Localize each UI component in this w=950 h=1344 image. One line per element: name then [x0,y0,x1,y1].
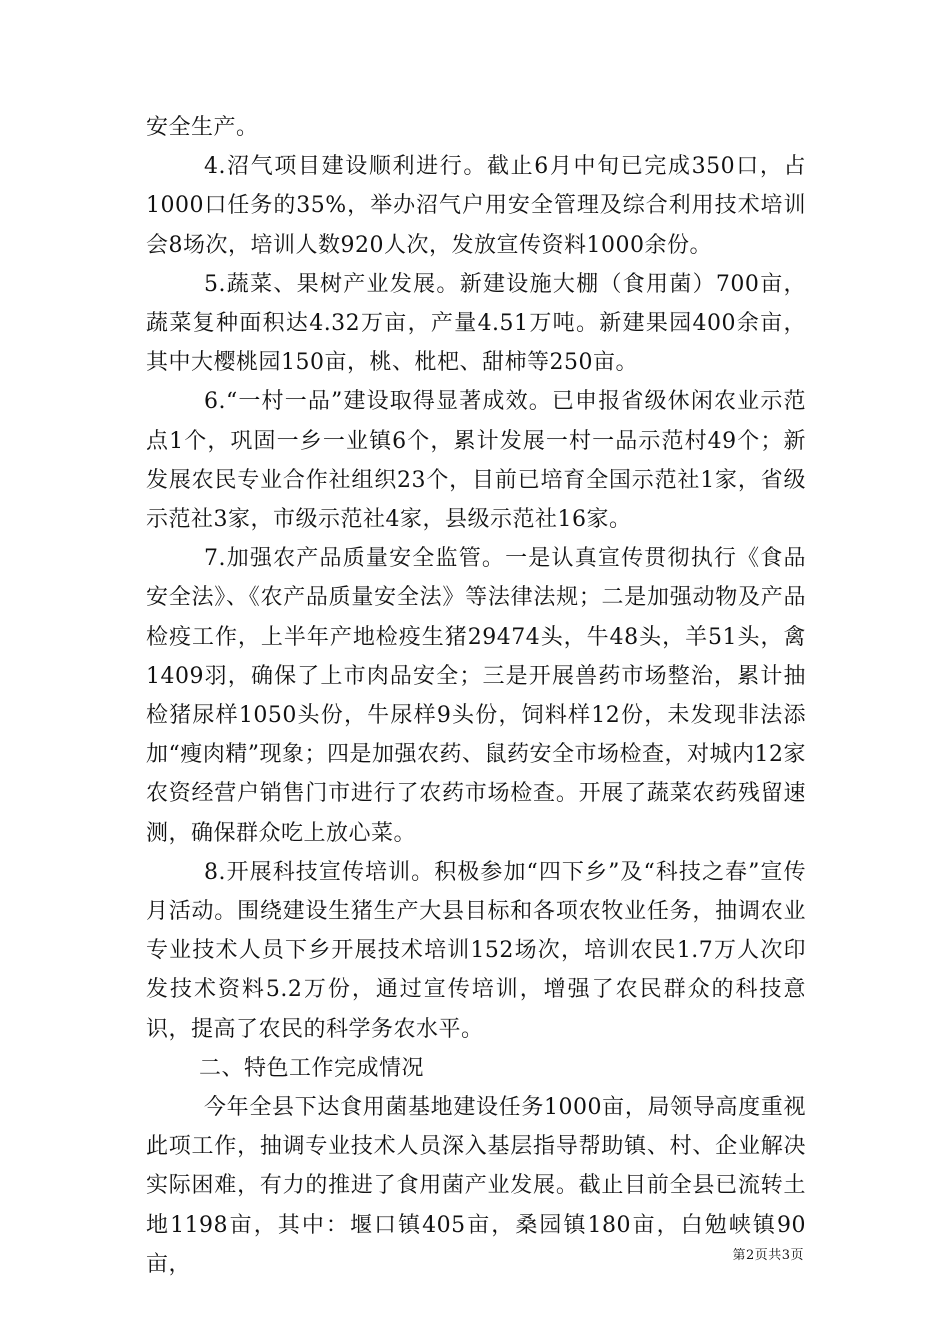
paragraph-continuation: 安全生产。 [146,115,259,140]
paragraph-item-7: 7.加强农产品质量安全监管。一是认真宣传贯彻执行《食品安全法》、《农产品质量安全法》等法律法规；二是加强动物及产品检疫工作，上半年产地检疫生猪29474头，牛48头，羊51头，禽1409羽，确保了上市肉品安全；三是开展兽药市场整治，累计抽检猪尿样1050头份，牛尿样9头份，饲料样12份，未发现非法添加“瘦肉精”现象；四是加强农药、鼠药安全市场检查，对城内12家农资经营户销售门市进行了农药市场检查。开展了蔬菜农药残留速测，确保群众吃上放心菜。 [146,546,806,846]
page-number-footer: 第2页共3页 [732,1248,804,1263]
document-body [146,108,806,1284]
paragraph-special-work: 今年全县下达食用菌基地建设任务1000亩，局领导高度重视此项工作，抽调专业技术人员深入基层指导帮助镇、村、企业解决实际困难，有力的推进了食用菌产业发展。截止目前全县已流转土地1198亩，其中：堰口镇405亩，桑园镇180亩，白勉峡镇90亩， [146,1095,806,1277]
paragraph-item-5: 5.蔬菜、果树产业发展。新建设施大棚（食用菌）700亩，蔬菜复种面积达4.32万亩，产量4.51万吨。新建果园400余亩，其中大樱桃园150亩，桃、枇杷、甜柿等250亩。 [146,271,806,376]
paragraph-item-8: 8.开展科技宣传培训。积极参加“四下乡”及“科技之春”宣传月活动。围绕建设生猪生产大县目标和各项农牧业任务，抽调农业专业技术人员下乡开展技术培训152场次，培训农民1.7万人次印发技术资料5.2万份，通过宣传培训，增强了农民群众的科技意识，提高了农民的科学务农水平。 [146,859,806,1042]
paragraph-item-6: 6.“一村一品”建设取得显著成效。已申报省级休闲农业示范点1个，巩固一乡一业镇6个，累计发展一村一品示范村49个；新发展农民专业合作社组织23个，目前已培育全国示范社1家，省级示范社3家，市级示范社4家，县级示范社16家。 [146,389,806,533]
section-heading: 二、特色工作完成情况 [199,1055,425,1081]
paragraph-item-4: 4.沼气项目建设顺利进行。截止6月中旬已完成350口，占1000口任务的35%，举办沼气户用安全管理及综合利用技术培训会8场次，培训人数920人次，发放宣传资料1000余份。 [146,154,806,258]
